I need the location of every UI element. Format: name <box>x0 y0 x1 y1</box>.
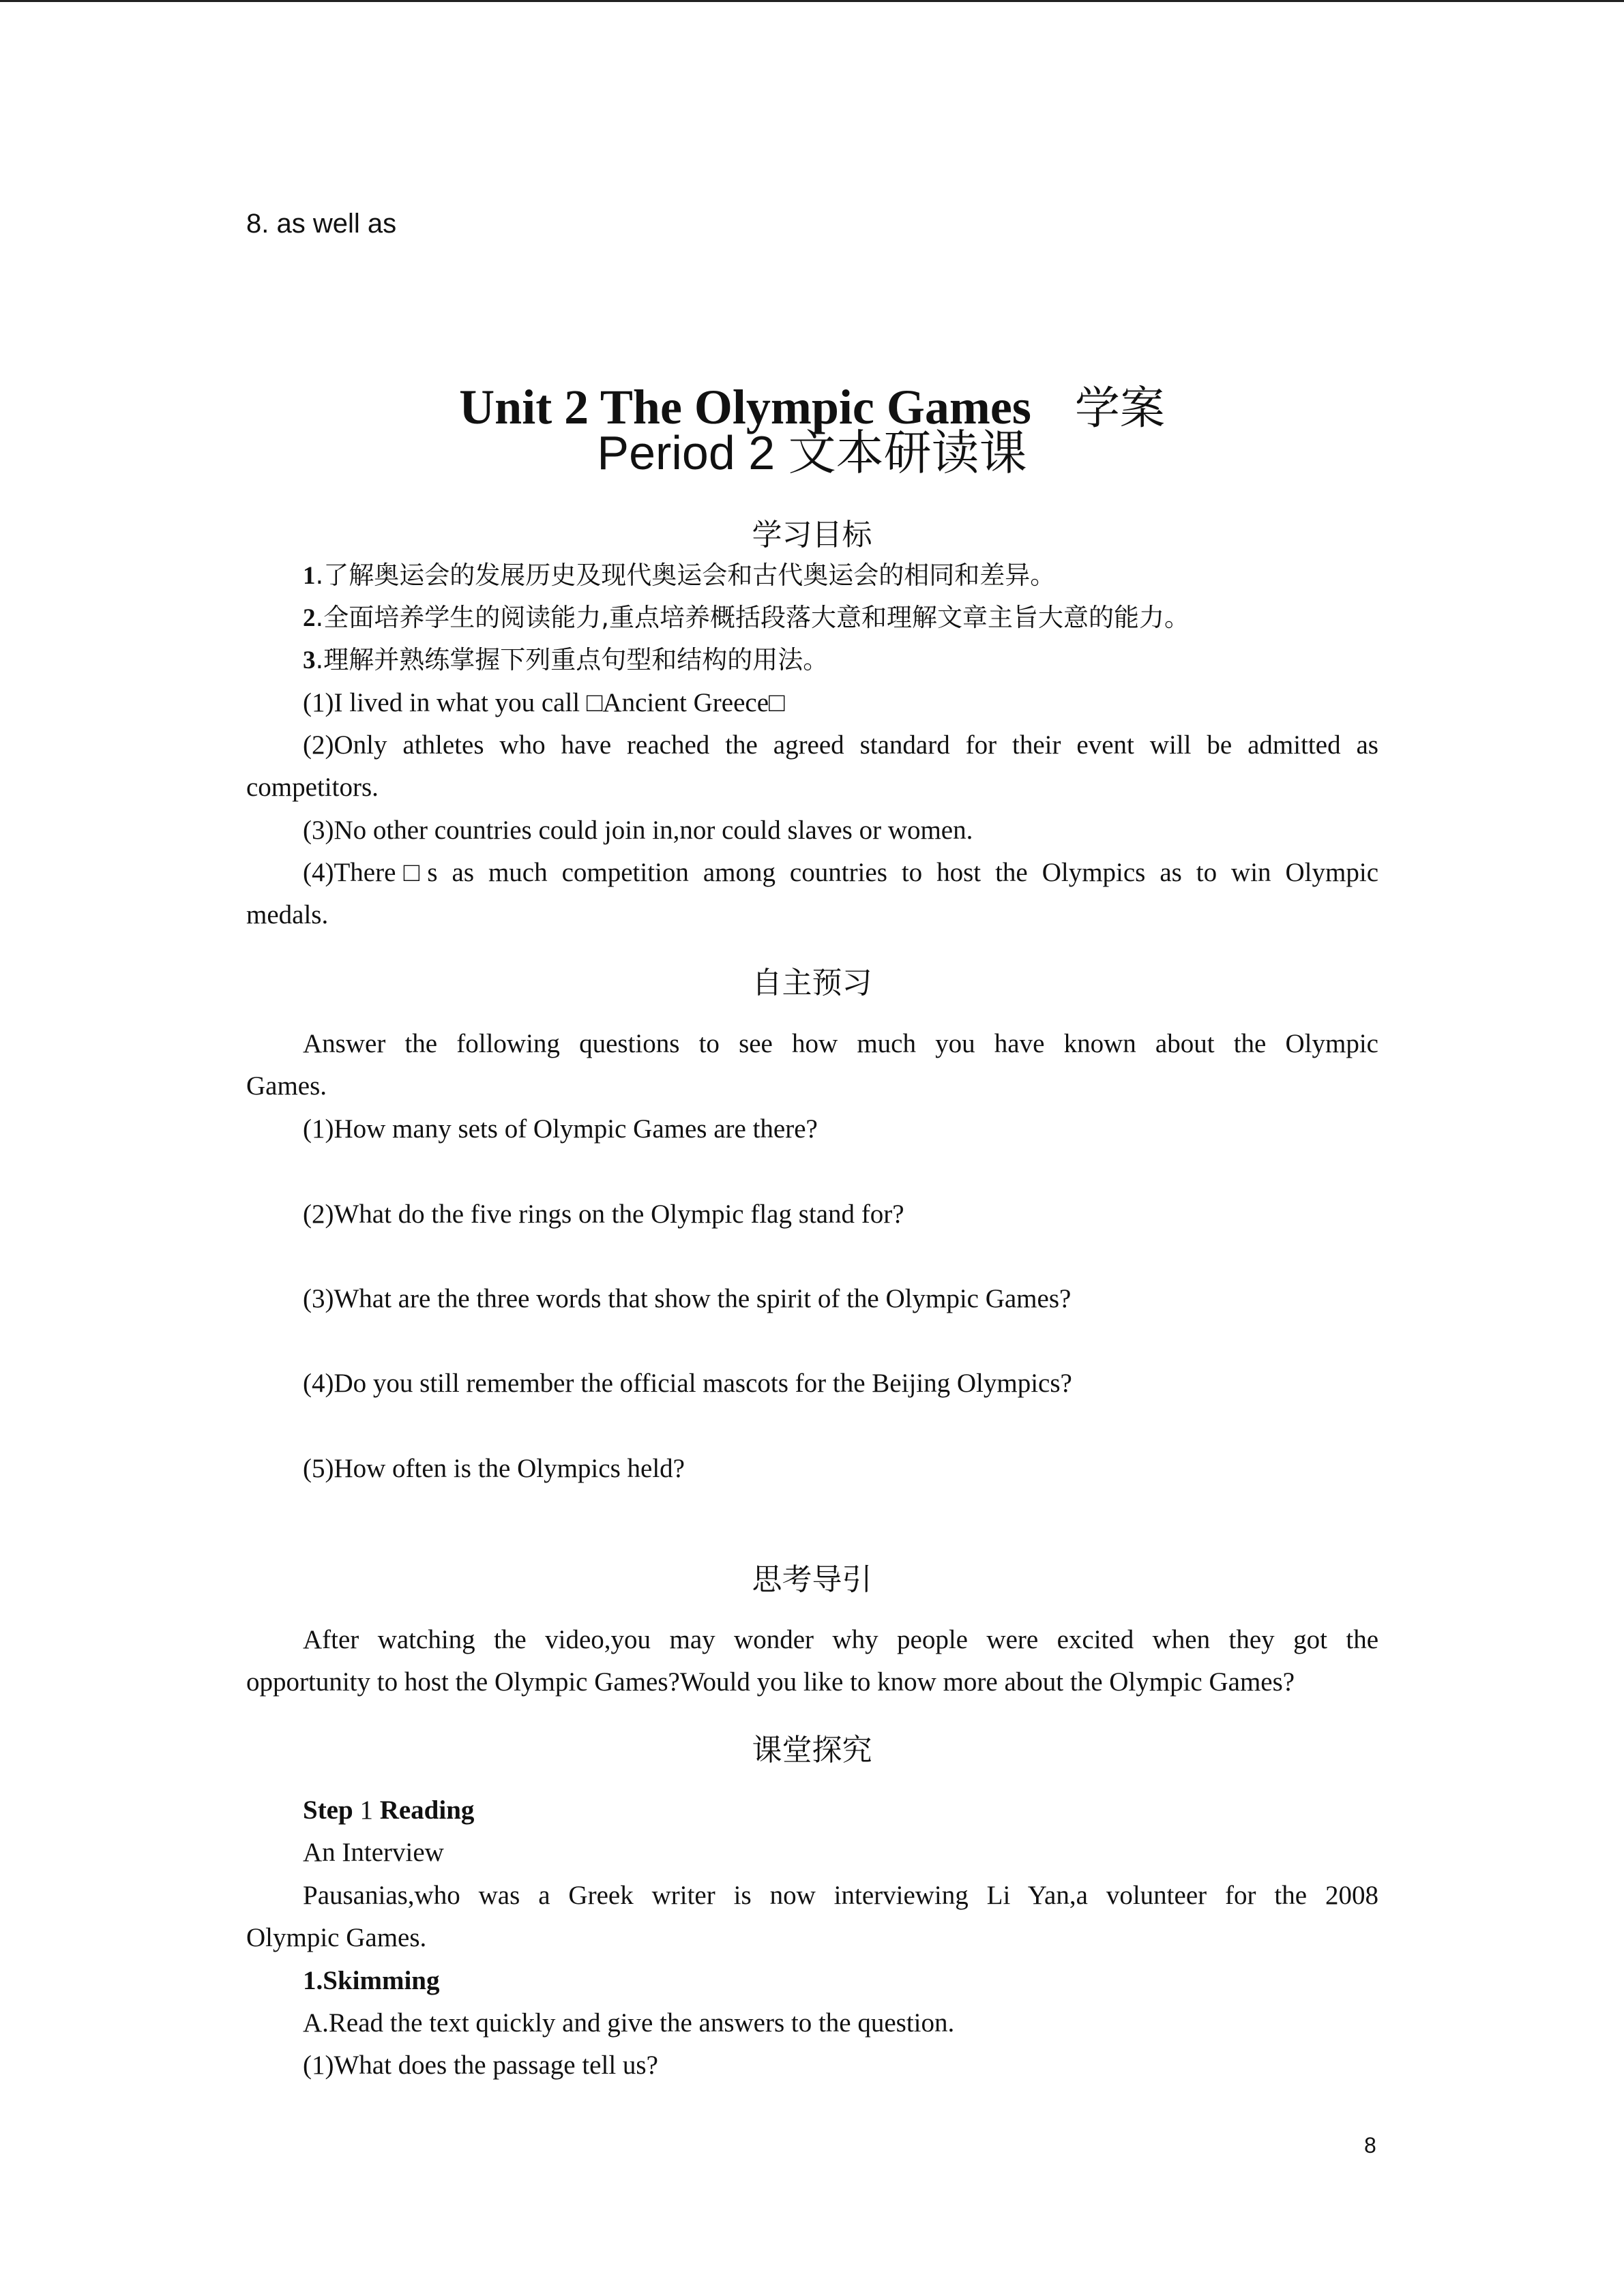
preview-question-3: (3)What are the three words that show the spirit of the Olympic Games? <box>303 1284 1072 1313</box>
section-heading-explore: 课堂探究 <box>752 1733 872 1768</box>
goal-1: 1.了解奥运会的发展历史及现代奥运会和古代奥运会的相同和差异。 <box>303 561 1056 590</box>
sentence-4-line2: medals. <box>246 900 329 929</box>
title-cn: 学案 <box>1074 382 1165 434</box>
preview-question-1: (1)How many sets of Olympic Games are there? <box>303 1114 818 1144</box>
skimming-question-1: (1)What does the passage tell us? <box>303 2051 658 2080</box>
interview-paragraph-line2: Olympic Games. <box>246 1923 427 1952</box>
goal-3: 3.理解并熟练掌握下列重点句型和结构的用法。 <box>303 645 829 674</box>
title-unit: Unit 2 The Olympic Games <box>459 380 1031 434</box>
sentence-4-line1: (4)There□s as much competition among countries to host the Olympics as to win Olympic <box>303 858 1378 887</box>
section-heading-guide: 思考导引 <box>752 1562 872 1597</box>
goal-2: 2.全面培养学生的阅读能力,重点培养概括段落大意和理解文章主旨大意的能力。 <box>303 603 1190 632</box>
sentence-1: (1)I lived in what you call □Ancient Greece□ <box>303 688 785 717</box>
list-item-8: 8. as well as <box>246 209 397 239</box>
top-border <box>0 0 1624 2</box>
preview-question-4: (4)Do you still remember the official mascots for the Beijing Olympics? <box>303 1369 1072 1398</box>
section-heading-preview: 自主预习 <box>752 966 872 1000</box>
interview-paragraph-line1: Pausanias,who was a Greek writer is now interviewing Li Yan,a volunteer for the 2008 <box>303 1881 1378 1910</box>
sentence-2-line1: (2)Only athletes who have reached the agreed standard for their event will be admitted as <box>303 730 1378 760</box>
preview-question-2: (2)What do the five rings on the Olympic flag stand for? <box>303 1199 904 1229</box>
section-heading-goals: 学习目标 <box>752 518 872 552</box>
skimming-heading: 1.Skimming <box>303 1966 440 1995</box>
sentence-3: (3)No other countries could join in,nor could slaves or women. <box>303 816 973 845</box>
interview-subtitle: An Interview <box>303 1838 444 1867</box>
skimming-task-a: A.Read the text quickly and give the answers to the question. <box>303 2008 955 2038</box>
preview-intro-line2: Games. <box>246 1071 327 1101</box>
preview-intro-line1: Answer the following questions to see how much you have known about the Olympic <box>303 1029 1378 1058</box>
preview-question-5: (5)How often is the Olympics held? <box>303 1454 685 1483</box>
page-number: 8 <box>1364 2133 1376 2158</box>
guide-paragraph-line2: opportunity to host the Olympic Games?Would you like to know more about the Olympic Games? <box>246 1667 1295 1697</box>
guide-paragraph-line1: After watching the video,you may wonder why people were excited when they got the <box>303 1625 1378 1654</box>
sentence-2-line2: competitors. <box>246 773 379 802</box>
step-1-heading: Step 1 Reading <box>303 1795 475 1825</box>
page-subtitle: Period 2 文本研读课 <box>597 426 1027 479</box>
